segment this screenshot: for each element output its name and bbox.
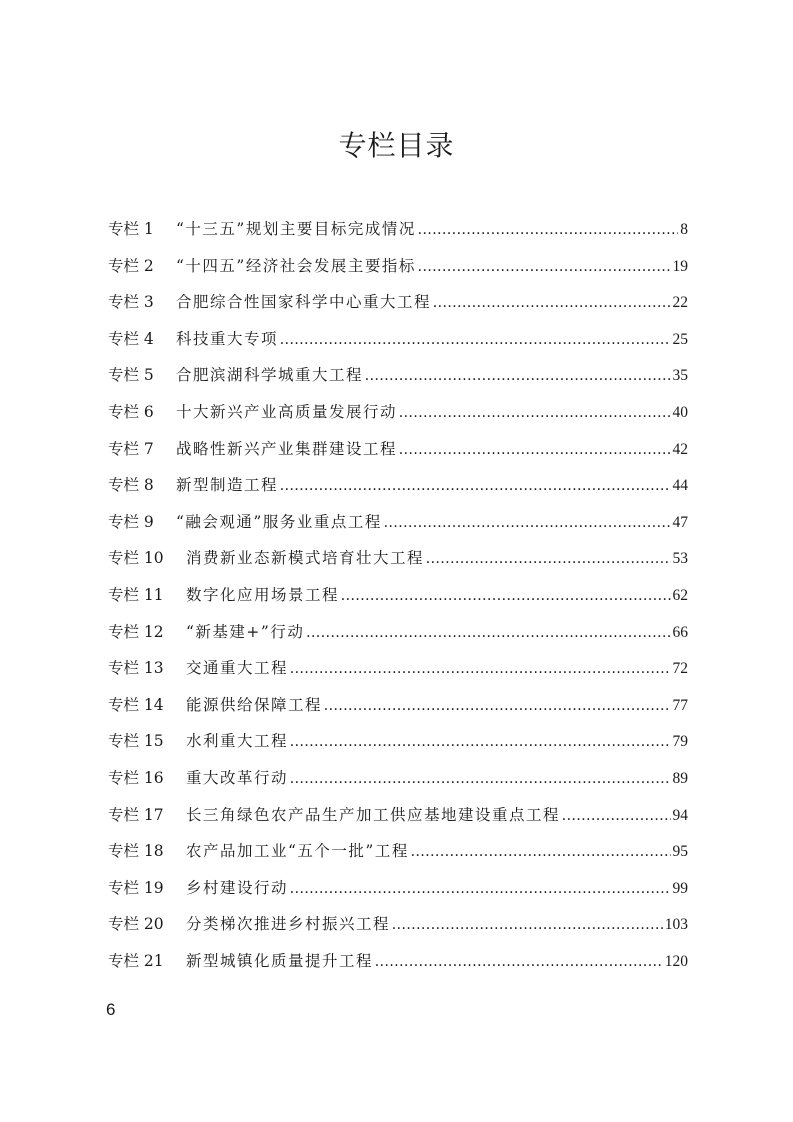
toc-page-number: 79 [672, 733, 688, 751]
page-title: 专栏目录 [338, 129, 455, 162]
dot-leader [426, 548, 670, 570]
toc-page-number: 94 [672, 806, 688, 824]
dot-leader [562, 805, 670, 827]
toc-entry-title: 乡村建设行动 [186, 878, 289, 897]
dot-leader [433, 292, 670, 314]
toc-entry-title: “新基建+”行动 [186, 622, 305, 641]
toc-entry[interactable] [108, 328, 688, 365]
toc-page-number: 103 [664, 916, 688, 934]
toc-entry[interactable] [108, 804, 688, 841]
toc-page-number: 72 [672, 660, 688, 678]
toc-entry-title: 重大改革行动 [186, 768, 289, 787]
dot-leader [280, 475, 670, 497]
toc-column-label: 专栏 9 [108, 512, 154, 531]
dot-leader [411, 841, 671, 863]
toc-page-number: 25 [672, 330, 688, 348]
toc-page-number: 19 [672, 257, 688, 275]
dot-leader [418, 219, 678, 241]
toc-entry[interactable] [108, 364, 688, 401]
toc-column-label: 专栏 11 [108, 585, 164, 604]
toc-entry-title: 交通重大工程 [186, 659, 289, 678]
toc-entry-title: “十三五”规划主要目标完成情况 [176, 220, 416, 238]
toc-column-label: 专栏 12 [108, 622, 164, 641]
toc-entry-title: 长三角绿色农产品生产加工供应基地建设重点工程 [186, 805, 561, 824]
toc-page-number: 44 [672, 477, 688, 495]
toc-entry-title: 新型制造工程 [176, 476, 279, 495]
toc-page-number: 95 [672, 843, 688, 861]
toc-entry[interactable] [108, 877, 688, 914]
toc-page-number: 62 [672, 586, 688, 604]
dot-leader [290, 768, 670, 790]
toc-entry[interactable] [108, 730, 688, 767]
page-number: 6 [106, 1000, 116, 1019]
toc-entry-title: 消费新业态新模式培育壮大工程 [186, 549, 425, 568]
toc-entry-title: 十大新兴产业高质量发展行动 [176, 402, 398, 421]
dot-leader [290, 731, 670, 753]
toc-page-number: 35 [672, 367, 688, 385]
toc-entry-title: 能源供给保障工程 [186, 695, 323, 714]
dot-leader [365, 365, 670, 387]
dot-leader [324, 695, 670, 717]
toc-entry-title: 分类梯次推进乡村振兴工程 [186, 915, 391, 934]
toc-column-label: 专栏 3 [108, 293, 154, 312]
toc-column-label: 专栏 20 [108, 915, 164, 934]
toc-entry[interactable] [108, 767, 688, 804]
toc-column-label: 专栏 2 [108, 256, 154, 275]
toc-column-label: 专栏 8 [108, 476, 154, 495]
toc-page-number: 42 [672, 440, 688, 458]
dot-leader [280, 329, 670, 351]
toc-entry-title: 新型城镇化质量提升工程 [186, 951, 374, 970]
toc-column-label: 专栏 6 [108, 402, 154, 421]
toc-column-label: 专栏 15 [108, 732, 164, 751]
toc-page-number: 8 [680, 221, 688, 238]
toc-column-label: 专栏 19 [108, 878, 164, 897]
toc-column-label: 专栏 7 [108, 439, 154, 458]
toc-entry-title: “十四五”经济社会发展主要指标 [176, 256, 416, 275]
toc-page-number: 89 [672, 769, 688, 787]
toc-entry[interactable] [108, 913, 688, 950]
toc-entry[interactable] [108, 694, 688, 731]
toc-entry[interactable] [108, 218, 688, 255]
toc-entry[interactable] [108, 950, 688, 987]
toc-page-number: 22 [672, 294, 688, 312]
toc-page-number: 53 [672, 550, 688, 568]
toc-column-label: 专栏 10 [108, 549, 164, 568]
toc-entry[interactable] [108, 657, 688, 694]
dot-leader [306, 622, 670, 644]
toc-entry[interactable] [108, 584, 688, 621]
toc-entry[interactable] [108, 547, 688, 584]
dot-leader [384, 512, 671, 534]
toc-page-number: 120 [664, 952, 688, 970]
toc-entry-title: 水利重大工程 [186, 732, 289, 751]
toc-column-label: 专栏 4 [108, 329, 154, 348]
toc-column-label: 专栏 14 [108, 695, 164, 714]
toc-entry[interactable] [108, 840, 688, 877]
toc-entry[interactable] [108, 474, 688, 511]
toc-entry[interactable] [108, 438, 688, 475]
toc-page-number: 66 [672, 623, 688, 641]
toc-entry-title: 数字化应用场景工程 [186, 585, 340, 604]
dot-leader [290, 878, 670, 900]
dot-leader [341, 585, 670, 607]
toc-entry-title: 合肥滨湖科学城重大工程 [176, 366, 364, 385]
toc-page-number: 77 [672, 696, 688, 714]
toc-column-label: 专栏 21 [108, 951, 164, 970]
table-of-contents [108, 218, 688, 986]
dot-leader [290, 658, 670, 680]
toc-entry-title: 科技重大专项 [176, 329, 279, 348]
toc-entry-title: 合肥综合性国家科学中心重大工程 [176, 293, 432, 312]
toc-page-number: 40 [672, 403, 688, 421]
dot-leader [375, 951, 663, 973]
toc-column-label: 专栏 18 [108, 842, 164, 861]
toc-column-label: 专栏 17 [108, 805, 164, 824]
dot-leader [418, 256, 671, 278]
toc-column-label: 专栏 5 [108, 366, 154, 385]
toc-entry-title: “融会观通”服务业重点工程 [176, 512, 382, 531]
toc-entry[interactable] [108, 401, 688, 438]
dot-leader [399, 402, 670, 424]
toc-entry-title: 农产品加工业“五个一批”工程 [186, 842, 409, 861]
toc-entry[interactable] [108, 511, 688, 548]
toc-entry[interactable] [108, 255, 688, 292]
dot-leader [392, 914, 663, 936]
dot-leader [399, 439, 670, 461]
toc-column-label: 专栏 1 [108, 220, 154, 238]
toc-entry-title: 战略性新兴产业集群建设工程 [176, 439, 398, 458]
toc-page-number: 47 [672, 513, 688, 531]
toc-entry[interactable] [108, 291, 688, 328]
toc-entry[interactable] [108, 621, 688, 658]
toc-column-label: 专栏 16 [108, 768, 164, 787]
toc-page-number: 99 [672, 879, 688, 897]
toc-column-label: 专栏 13 [108, 659, 164, 678]
